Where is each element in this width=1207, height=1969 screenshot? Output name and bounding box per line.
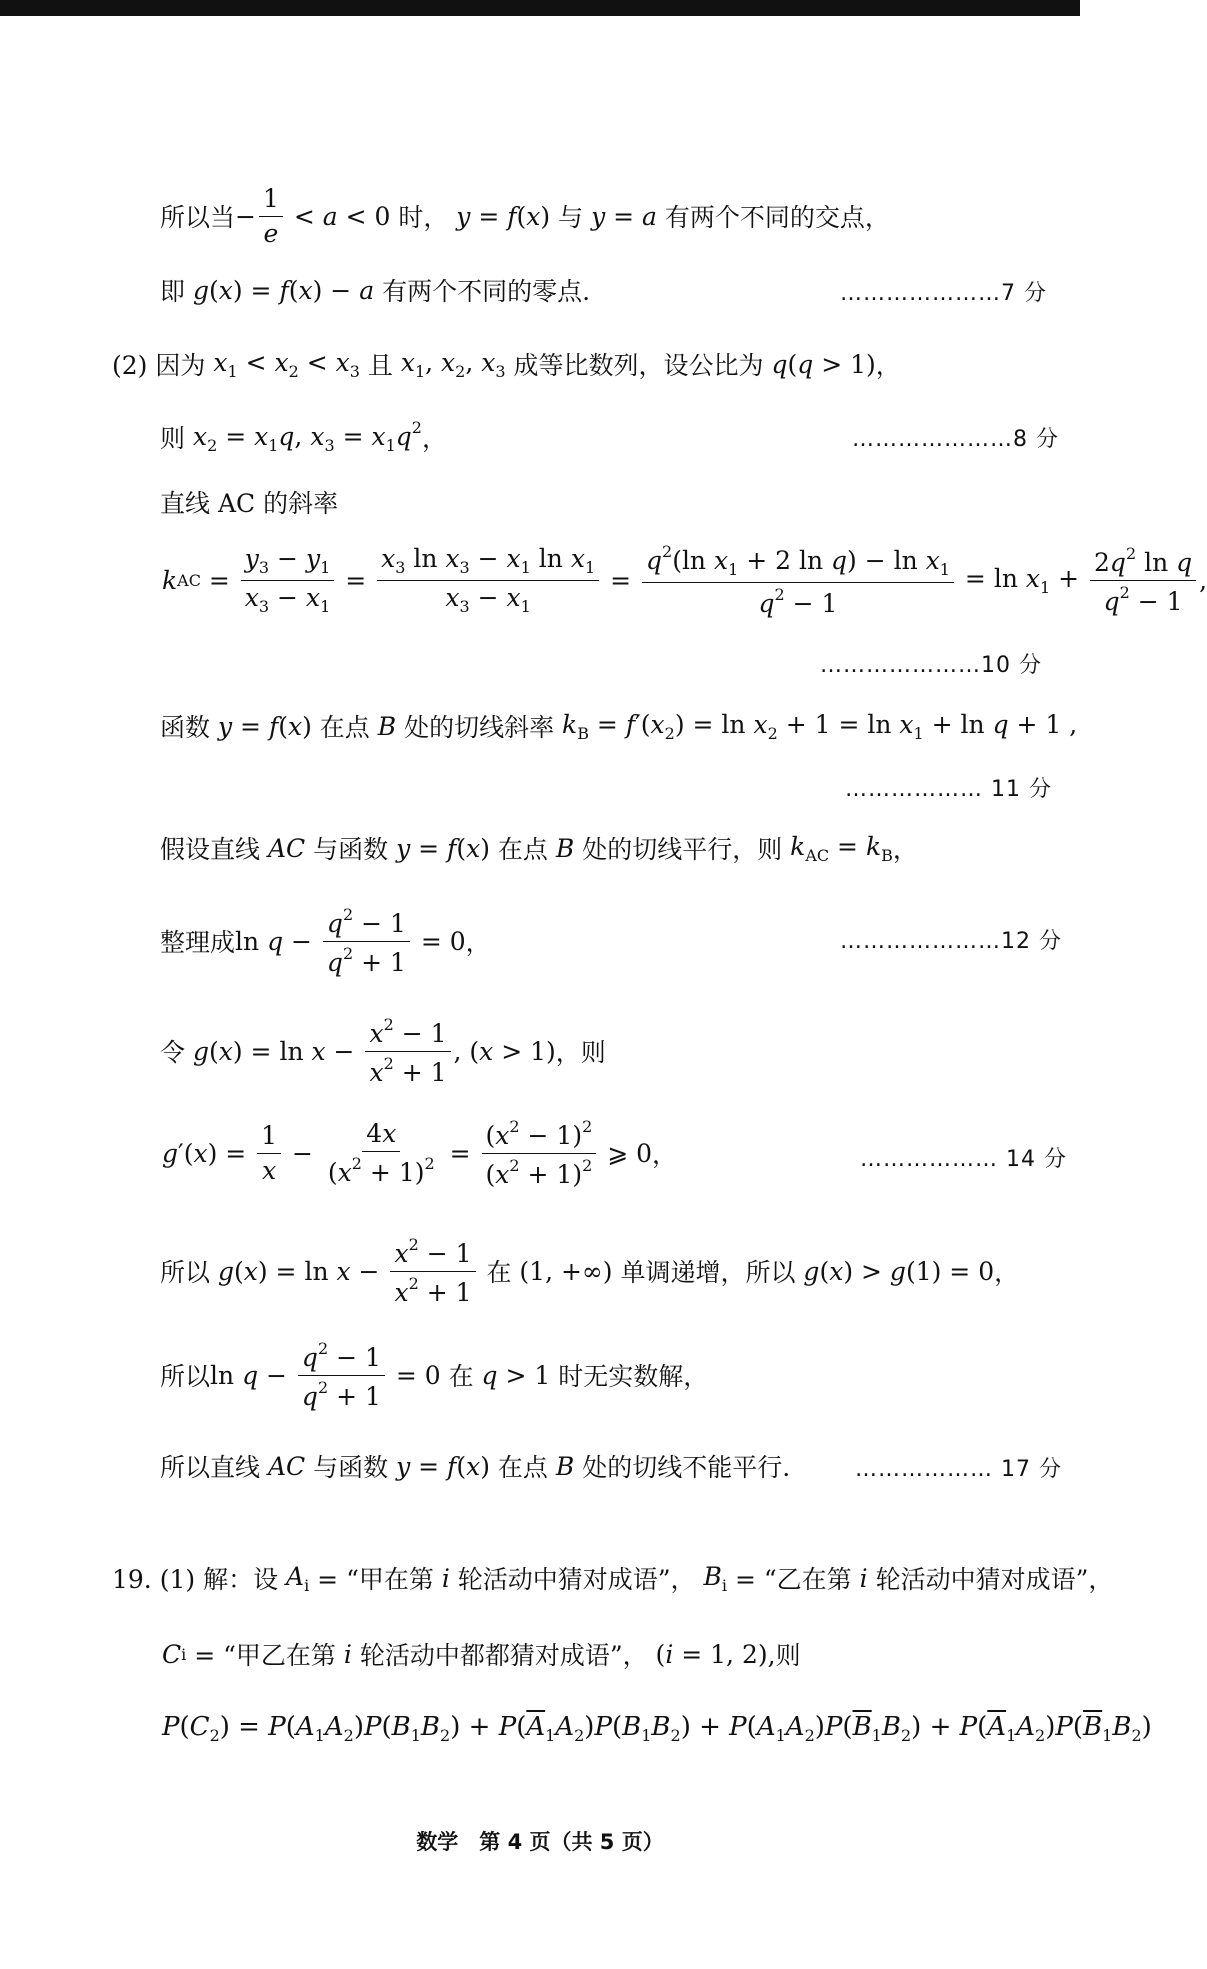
text: 时无实数解，	[558, 1362, 709, 1391]
text: 处的切线斜率	[404, 713, 555, 742]
score-14: ……………… 14 分	[860, 1147, 1067, 1172]
text-line-9: 整理成 ln q − $\frac{q^2 - 1}{q^2 + 1}$ = 0 ，	[160, 905, 491, 977]
text-line-3: (2) 因为 $x_1 < x_2 < x_3$ 且 $x_1$, $x_2$, $x_3$ 成等比数列，设公比为 q(q > 1) ，	[112, 347, 901, 381]
text: 所以直线	[160, 1453, 261, 1482]
text: 直线 AC 的斜率	[160, 489, 339, 518]
text-line-11: g ′(x) = $\frac{1}{x}$ − $\frac{4x}{(x^2 + 1)^2}$ = $\frac{(x^2 - 1)^2}{(x^2 + 1)^2}$ ⩾ 0 ，	[162, 1117, 678, 1189]
text: = “乙在第	[734, 1565, 852, 1594]
text-line-8: 假设直线 AC 与函数 y = f(x) 在点 B 处的切线平行，则 $k_{AC} = k_B$ ，	[160, 831, 918, 865]
text: 函数	[160, 713, 211, 742]
text: 则	[160, 423, 186, 453]
text: 与	[558, 203, 584, 232]
text: ，	[875, 351, 901, 380]
text-line-16: C i = “甲乙在第 i 轮活动中都都猜对成语”， (i = 1, 2) ,则	[162, 1636, 801, 1672]
text: 轮活动中猜对成语”，	[875, 1565, 1114, 1594]
text: 所以	[160, 1362, 211, 1391]
text-line-12: 所以 g(x) = ln x − $\frac{x^2 - 1}{x^2 + 1}$ 在 (1, +∞) 单调递增，所以 g(x) > g(1) = 0 ，	[160, 1235, 1020, 1307]
score-7: …………………7 分	[840, 281, 1047, 306]
text: = “甲乙在第	[194, 1641, 336, 1670]
text: ，	[892, 835, 918, 864]
text: 处的切线不能平行.	[582, 1453, 791, 1482]
text-line-15: 19. (1) 解：设 $A_i$ = “甲在第 i 轮活动中猜对成语”， $B_i$ = “乙在第 i 轮活动中猜对成语”，	[112, 1561, 1114, 1595]
text: ，	[465, 928, 491, 957]
text: 与函数	[313, 835, 389, 864]
text: 所以	[160, 1258, 211, 1287]
score-10: …………………10 分	[820, 653, 1042, 678]
text: 有两个不同的零点.	[382, 277, 591, 306]
text: 单调递增，所以	[620, 1258, 796, 1287]
text-line-10: 令 g(x) = ln x − $\frac{x^2 - 1}{x^2 + 1}$ , (x > 1) ，则	[160, 1015, 606, 1087]
text-line-2: 即 g(x) = f(x) − a 有两个不同的零点.	[160, 272, 590, 308]
text: 在	[448, 1362, 474, 1391]
text: 与函数	[313, 1453, 389, 1482]
text: 即	[160, 277, 186, 306]
text: 在点	[497, 1453, 548, 1482]
text: = “甲在第	[317, 1565, 434, 1594]
top-edge	[0, 0, 1080, 16]
text: ，则	[555, 1038, 606, 1067]
text: 令	[160, 1038, 186, 1067]
text-line-13: 所以 ln q − $\frac{q^2 - 1}{q^2 + 1}$ = 0 在 q > 1 时无实数解，	[160, 1339, 709, 1411]
text-line-1: 所以当 − $\frac{1}{e}$ < a < 0 时， y = f(x) 与 y = a 有两个不同的交点，	[160, 184, 890, 248]
score-12: …………………12 分	[840, 929, 1062, 954]
page-footer: 数学 第 4 页（共 5 页）	[416, 1830, 664, 1854]
text: 在	[486, 1258, 512, 1287]
text: 假设直线	[160, 835, 261, 864]
text-line-14: 所以直线 AC 与函数 y = f(x) 在点 B 处的切线不能平行.	[160, 1448, 790, 1484]
text: 处的切线平行，则	[582, 835, 783, 864]
text: 且	[367, 351, 393, 380]
text: 轮活动中猜对成语”，	[457, 1565, 696, 1594]
score-11: ……………… 11 分	[845, 777, 1052, 802]
text-line-4: 则 $x_2 = x_1q$, $x_3 = x_1q^2$ ，	[160, 418, 447, 455]
slope-formula: k AC = $\frac{y_3 - y_1}{x_3 - x_1}$ = $\frac{x_3 \ln x_3 - x_1 \ln x_1}{x_3 - x_1}$ = $\frac{q^2(\ln x_1 + 2 \ln q) - \ln x_1}{q^2 - 1}$ = $\ln x_1$ + $\frac{2q^2 \ln q}{q^2 - 1}$ ,	[162, 542, 1207, 618]
text-line-7: 函数 y = f(x) 在点 B 处的切线斜率 $k_B = f'(x_2) = \ln x_2 + 1 = \ln x_1 + \ln q + 1$ ,	[160, 709, 1078, 743]
text: 所以当	[160, 203, 236, 232]
text: 整理成	[160, 928, 236, 957]
text: 有两个不同的交点，	[664, 203, 890, 232]
text: ,则	[767, 1641, 801, 1670]
text: (2) 因为	[112, 351, 206, 380]
text: 19. (1) 解：设	[112, 1565, 279, 1594]
probability-formula: $P(C_2) = P(A_1A_2)P(B_1B_2) + P(\overline{A}_1A_2)P(B_1B_2) + P(A_1A_2)P(\overline{B}_1B_2) + P(\overline{A}_1A_2)P(\overline{B}_1B_2)$	[162, 1712, 1152, 1745]
score-17: ……………… 17 分	[855, 1457, 1062, 1482]
text: 时，	[398, 203, 449, 232]
score-8: …………………8 分	[852, 427, 1059, 452]
fraction: $\frac{1}{e}$	[259, 185, 283, 247]
text-line-5	[160, 484, 338, 520]
text: 在点	[319, 713, 370, 742]
text: 在点	[497, 835, 548, 864]
text: ，	[421, 423, 447, 453]
text: ，	[652, 1140, 678, 1169]
text: ，	[994, 1258, 1020, 1287]
text: 成等比数列，设公比为	[513, 351, 764, 380]
text: 轮活动中都都猜对成语”，	[359, 1641, 648, 1670]
